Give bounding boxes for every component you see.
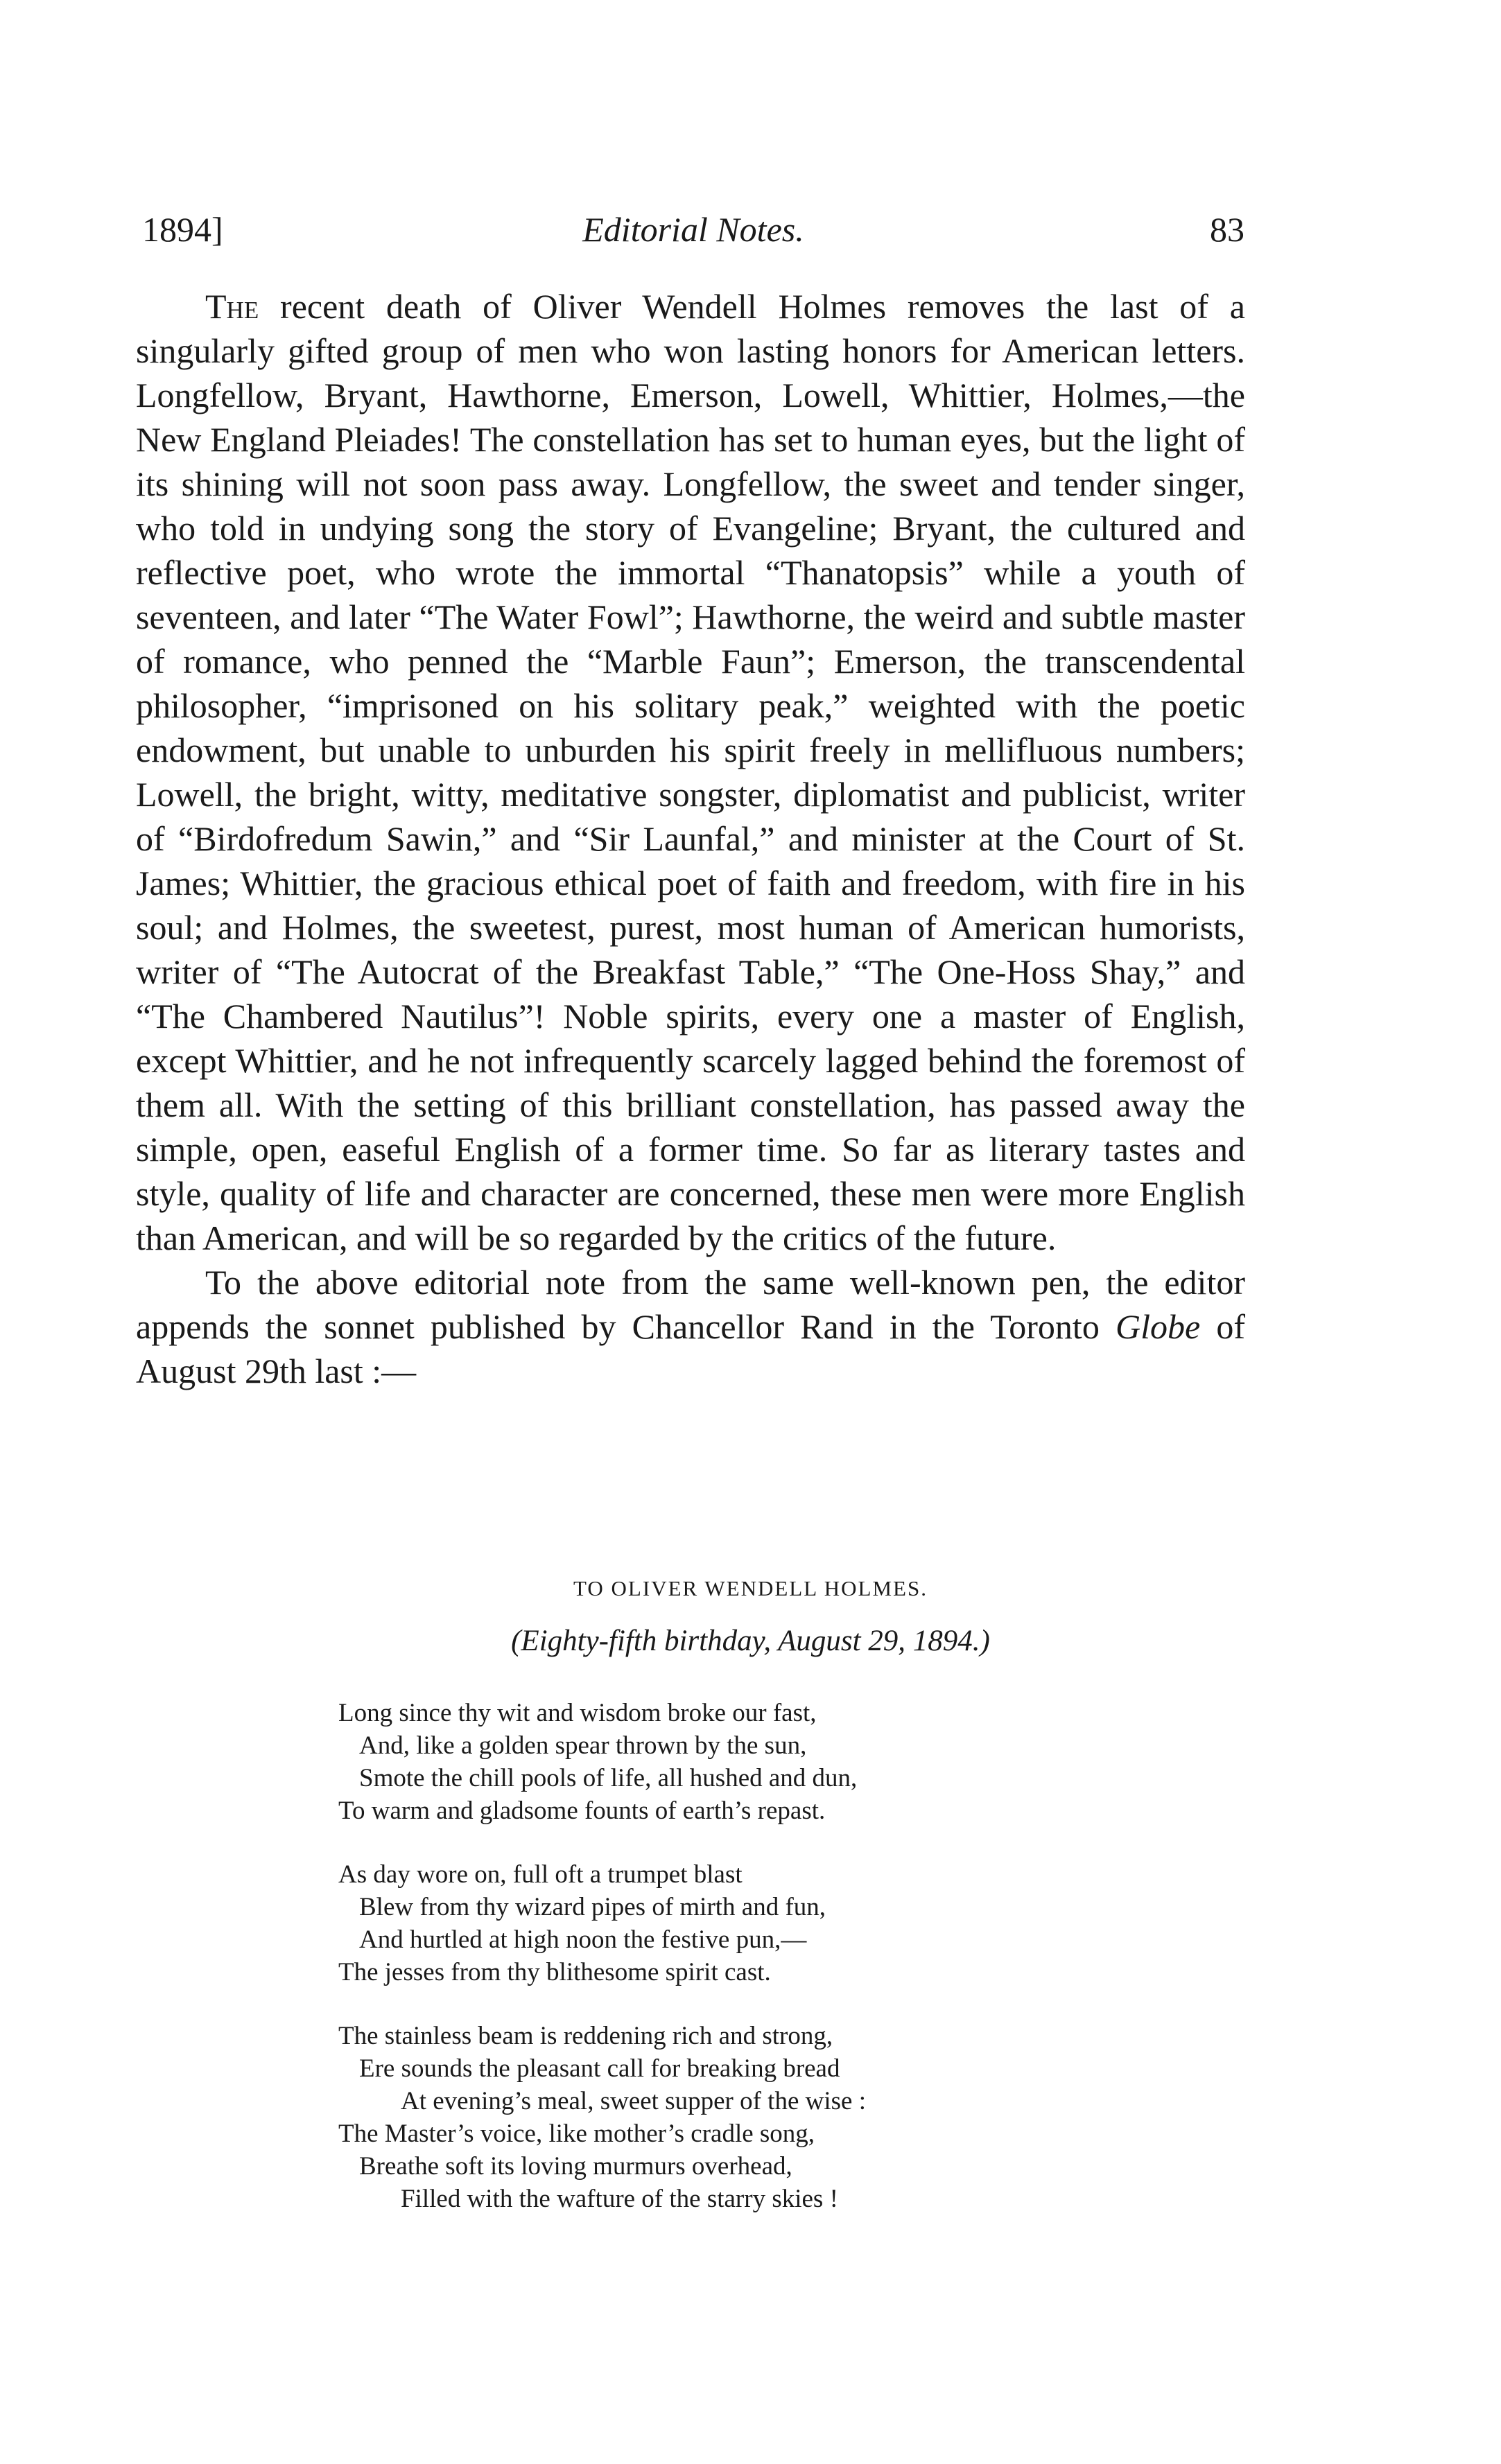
poem-line: Smote the chill pools of life, all hushed and dun, [359, 1764, 858, 1792]
running-header [142, 205, 1244, 254]
poem-line: The jesses from thy blithesome spirit cast. [338, 1958, 771, 1986]
newspaper-name: Globe [1115, 1307, 1201, 1346]
sonnet [338, 1697, 1240, 2246]
paragraph-lead-word: The [205, 287, 259, 326]
poem-line: Blew from thy wizard pipes of mirth and fun, [359, 1893, 826, 1921]
poem-line: Long since thy wit and wisdom broke our fast, [338, 1699, 817, 1727]
stanza-1 [338, 1697, 1240, 1827]
stanza-2 [338, 1858, 1240, 1989]
paragraph-sonnet-intro [136, 1260, 1245, 1393]
poem-line: And hurtled at high noon the festive pun,— [359, 1925, 807, 1954]
editorial-text [136, 284, 1245, 1393]
poem-line: The Master’s voice, like mother’s cradle song, [338, 2120, 815, 2148]
paragraph-body: recent death of Oliver Wendell Holmes removes the last of a singularly gifted group of men who won lasting honors for American letters. Longfellow, Bryant, Hawthorne, Emerson, Lowell, Whittier, Holmes,—the New England Pleiades! The constellation has set to human eyes, but the light of its shining will not soon pass away. Longfellow, the sweet and tender singer, who told in undying song the story of Evangeline; Bryant, the cultured and reflective poet, who wrote the immortal “Thanatopsis” while a youth of seventeen, and later “The Water Fowl”; Hawthorne, the weird and subtle master of romance, who penned the “Marble Faun”; Emerson, the transcendental philosopher, “imprisoned on his solitary peak,” weighted with the poetic endowment, but unable to unburden his spirit freely in mellifluous numbers; Lowell, the bright, witty, meditative songster, diplomatist and publicist, writer of “Birdofredum Sawin,” and “Sir Launfal,” and minister at the Court of St. James; Whittier, the gracious ethical poet of faith and freedom, with fire in his soul; and Holmes, the sweetest, purest, most human of American humorists, writer of “The Autocrat of the Breakfast Table,” “The One-Hoss Shay,” and “The Chambered Nautilus”! Noble spirits, every one a master of English, except Whittier, and he not infrequently scarcely lagged behind the foremost of them all. With the setting of this brilliant constellation, has passed away the simple, open, easeful English of a former time. So far as literary tastes and style, quality of life and character are concerned, these men were more English than American, and will be so regarded by the critics of the future. [136, 287, 1245, 1257]
paragraph-intro-text: To the above editorial note from the same well-known pen, the editor appends the sonnet published by Chancellor Rand in the Toronto [136, 1263, 1245, 1346]
poem-line: To warm and gladsome founts of earth’s repast. [338, 1797, 826, 1825]
header-title: Editorial Notes. [582, 210, 804, 249]
poem-line: Filled with the wafture of the starry skies ! [401, 2185, 838, 2213]
poem-title: TO OLIVER WENDELL HOLMES. [573, 1576, 928, 1600]
poem-line: As day wore on, full oft a trumpet blast [338, 1860, 743, 1889]
stanza-3 [338, 2020, 1240, 2215]
poem-line: Ere sounds the pleasant call for breaking bread [359, 2054, 840, 2083]
header-year: 1894] [142, 210, 223, 249]
poem-line: And, like a golden spear thrown by the sun, [359, 1731, 807, 1760]
page-number: 83 [1210, 210, 1244, 249]
paragraph-intro-date: of August 29th last :— [136, 1307, 1245, 1390]
poem-line: Breathe soft its loving murmurs overhead, [359, 2152, 792, 2181]
paragraph-holmes-tribute [136, 284, 1245, 1260]
poem-line: At evening’s meal, sweet supper of the wise : [401, 2087, 866, 2115]
poem-subtitle: (Eighty-fifth birthday, August 29, 1894.) [511, 1625, 990, 1657]
poem-line: The stainless beam is reddening rich and strong, [338, 2022, 833, 2050]
